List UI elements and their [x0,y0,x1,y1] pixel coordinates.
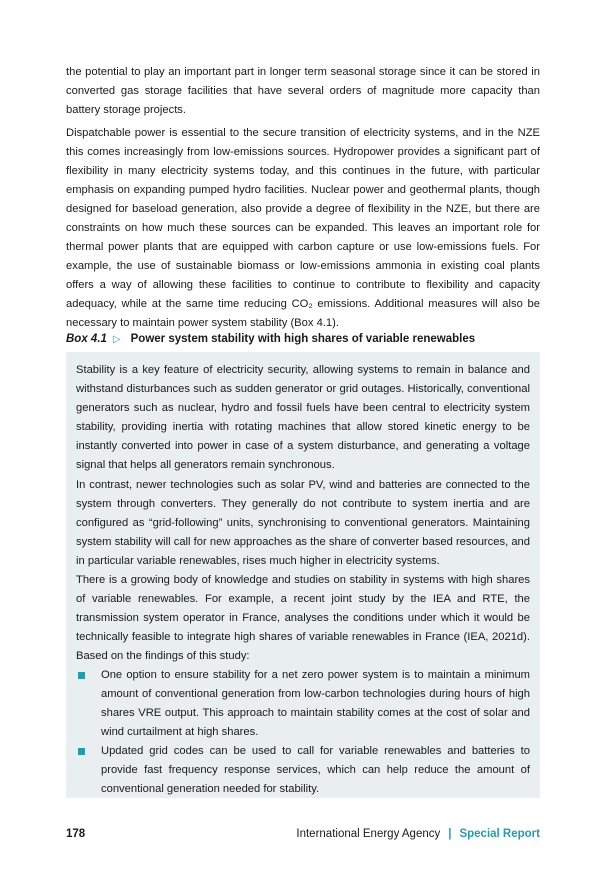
page-number: 178 [66,828,86,840]
bullet-text: Updated grid codes can be used to call for variable renewables and batteries to provide fast frequency response services, which can help reduce the amount of conventional generation needed for stability. [101,745,530,795]
body-paragraph-2: Dispatchable power is essential to the secure transition of electricity systems, and in the NZE this comes increasingly from low‑emissions sources. Hydropower provides a significant part of flexibility in many electricity systems today, and this continues in the future, with particular emphasis on expanding pumped hydro facilities. Nuclear power and geothermal plants, though designed for baseload generation, also provide a degree of flexibility in the NZE, but there are constraints on how much these sources can be expanded. This leaves an important role for thermal power plants that are equipped with carbon capture or use low-emissions fuels. For example, the use of sustainable biomass or low‑emissions ammonia in existing coal plants offers a way of allowing these facilities to continue to contribute to flexibility and capacity adequacy, while at the same time reducing CO₂ emissions. Additional measures will also be necessary to maintain power system stability (Box 4.1). [66,127,540,329]
bullet-item [76,666,530,742]
body-paragraph-1: the potential to play an important part in longer term seasonal storage since it can be stored in converted gas storage facilities that have several orders of magnitude more capacity than battery storage projects. [66,66,540,116]
box-heading [66,333,540,345]
box-paragraph-2: In contrast, newer technologies such as solar PV, wind and batteries are connected to the system through converters. They generally do not contribute to system inertia and are configured as “grid-following” units, synchronising to conventional generators. Maintaining system stability will call for new approaches as the share of converter based resources, and in particular variable renewables, rises much higher in electricity systems. [76,479,530,567]
footer-right [296,828,540,840]
report-type: Special Report [459,828,540,840]
box-label: Box 4.1 [66,333,107,345]
box-title: Power system stability with high shares of variable renewables [130,333,476,345]
bullet-item [76,742,530,799]
square-bullet-icon [78,672,85,679]
box-paragraph-1: Stability is a key feature of electricity security, allowing systems to remain in balance and withstand disturbances such as sudden generator or grid outages. Historically, conventional generators such as nuclear, hydro and fossil fuels have been central to electricity system stability, providing inertia with rotating machines that allow stored kinetic energy to be instantly converted into power in case of a system disturbance, and generating a voltage signal that helps all generators remain synchronous. [76,364,530,471]
publisher-name: International Energy Agency [296,828,441,840]
bullet-text: One option to ensure stability for a net zero power system is to maintain a minimum amount of conventional generation from low-carbon technologies during hours of high shares VRE output. This approach to maintain stability comes at the cost of solar and wind curtailment at high shares. [101,669,530,738]
footer-separator: | [448,828,452,840]
square-bullet-icon [78,748,85,755]
page-footer [66,828,540,846]
info-box [66,352,540,798]
triangle-arrow-icon: ▷ [112,333,121,345]
box-paragraph-3: There is a growing body of knowledge and studies on stability in systems with high shares of variable renewables. For example, a recent joint study by the IEA and RTE, the transmission system operator in France, analyses the conditions under which it would be technically feasible to integrate high shares of variable renewables in France (IEA, 2021d). Based on the findings of this study: [76,574,530,662]
